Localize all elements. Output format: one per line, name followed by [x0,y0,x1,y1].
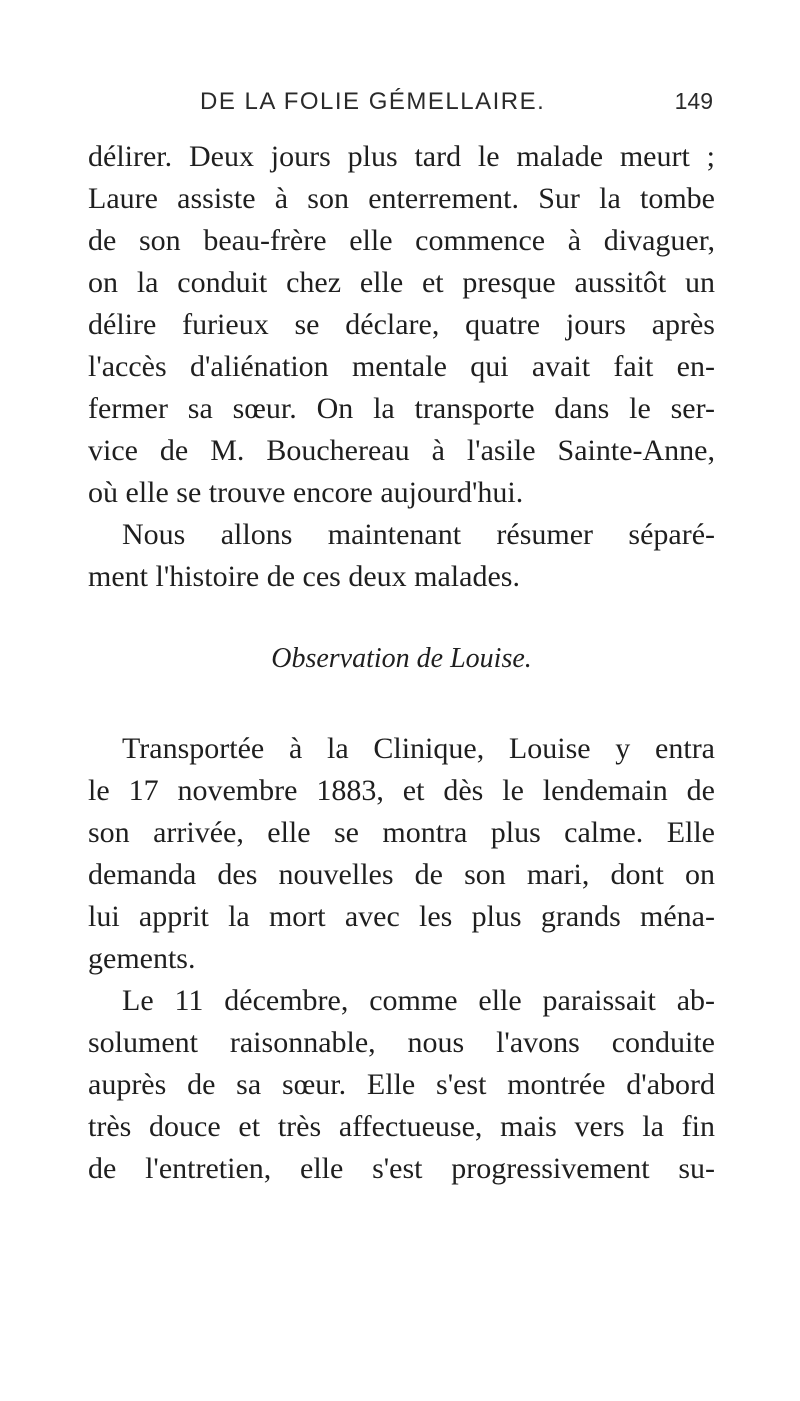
text-line: délirer. Deux jours plus tard le malade meurt ; [88,140,715,173]
text-line: son arrivée, elle se montra plus calme. Elle [88,816,715,849]
text-line: demanda des nouvelles de son mari, dont on [88,858,715,891]
text-line: ment l'histoire de ces deux malades. [88,560,520,593]
body-text [88,136,715,1190]
text-line: de l'entretien, elle s'est progressivement su- [88,1152,715,1185]
running-title: DE LA FOLIE GÉMELLAIRE. [200,88,546,115]
text-line: Nous allons maintenant résumer séparé- [122,518,715,551]
text-line: fermer sa sœur. On la transporte dans le ser- [88,392,715,425]
text-line: vice de M. Bouchereau à l'asile Sainte-Anne, [88,434,715,467]
paragraph [88,728,715,980]
text-line: solument raisonnable, nous l'avons conduite [88,1026,715,1059]
text-line: le 17 novembre 1883, et dès le lendemain de [88,774,715,807]
text-line: lui apprit la mort avec les plus grands ména- [88,900,715,933]
paragraph [88,980,715,1190]
paragraph [88,136,715,514]
text-line: très douce et très affectueuse, mais vers la fin [88,1110,715,1143]
text-line: auprès de sa sœur. Elle s'est montrée d'abord [88,1068,715,1101]
running-head [88,88,713,118]
text-line: gements. [88,942,196,975]
page-number: 149 [674,88,713,114]
text-line: Laure assiste à son enterrement. Sur la tombe [88,182,715,215]
text-line: où elle se trouve encore aujourd'hui. [88,476,524,509]
paragraph [88,514,715,598]
text-line: l'accès d'aliénation mentale qui avait fait en- [88,350,715,383]
text-line: Transportée à la Clinique, Louise y entra [122,732,715,765]
text-line: on la conduit chez elle et presque aussitôt un [88,266,715,299]
text-line: délire furieux se déclare, quatre jours après [88,308,715,341]
text-line: de son beau-frère elle commence à divaguer, [88,224,715,257]
section-heading: Observation de Louise. [271,643,532,674]
text-line: Le 11 décembre, comme elle paraissait ab- [122,984,715,1017]
